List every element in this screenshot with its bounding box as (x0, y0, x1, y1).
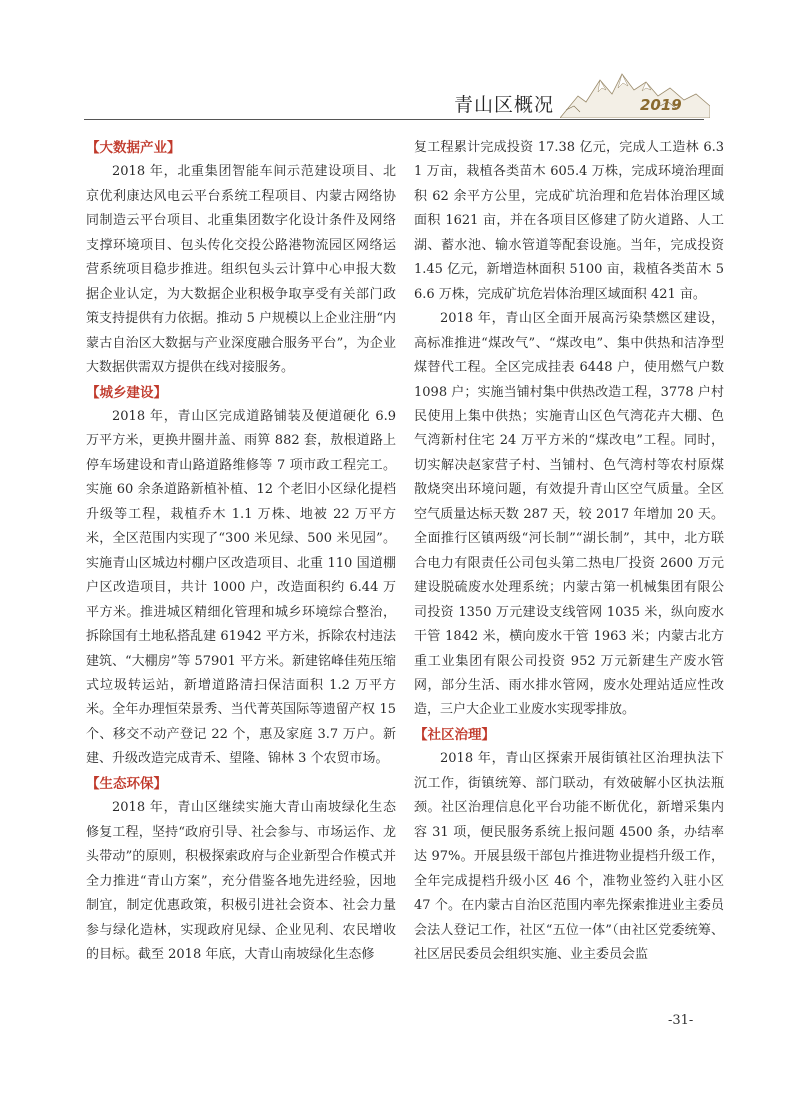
right-column (414, 136, 724, 967)
left-column (86, 136, 396, 967)
paragraph-ecology: 2018 年，青山区继续实施大青山南坡绿化生态修复工程，坚持“政府引导、社会参与、市场运作、龙头带动”的原则，积极探索政府与企业新型合作模式并全力推进“青山方案”，充分借鉴各地先进经验，因地制宜，制定优惠政策，积极引进社会资本、社会力量参与绿化造林，实现政府见绿、企业见利、农民增收的目标。截至 2018 年底，大青山南坡绿化生态修 (86, 800, 396, 962)
page-number: -31- (668, 1013, 694, 1028)
section-title-ecology: 【生态环保】 (86, 775, 167, 792)
paragraph-ecology-continued: 复工程累计完成投资 17.38 亿元，完成人工造林 6.31 万亩，栽植各类苗木 605.4 万株，完成环境治理面积 62 余平方公里，完成矿坑治理和危岩体治理区域面积 1621 亩，并在各项目区修建了防火道路、人工湖、蓄水池、输水管道等配套设施。当年，完成投资 1.45 亿元，新增造林面积 5100 亩，栽植各类苗木 56.6 万株，完成矿坑危岩体治理区域面积 421 亩。 (414, 140, 724, 302)
section-title-urban-rural: 【城乡建设】 (86, 384, 167, 401)
header-rule (84, 119, 704, 120)
year-badge: 2019 (640, 96, 682, 114)
paragraph-urban-rural: 2018 年，青山区完成道路铺装及便道硬化 6.9 万平方米，更换井圈井盖、雨箅 882 套，敖根道路上停车场建设和青山路道路维修等 7 项市政工程完工。实施 60 余条道路新植补植、12 个老旧小区绿化提档升级等工程，栽植乔木 1.1 万株、地被 22 万平方米，全区范围内实现了“300 米见绿、500 米见园”。实施青山区城边村棚户区改造项目、北重 110 国道棚户区改造项目，共计 1000 户，改造面积约 6.44 万平方米。推进城区精细化管理和城乡环境综合整治，拆除国有土地私搭乱建 61942 平方米，拆除农村违法建筑、“大棚房”等 57901 平方米。新建铭峰佳苑压缩式垃圾转运站，新增道路清扫保洁面积 1.2 万平方米。全年办理恒荣景秀、当代菁英国际等遗留产权 15 个、移交不动产登记 22 个，惠及家庭 3.7 万户。新建、升级改造完成青禾、望隆、锦林 3 个农贸市场。 (86, 408, 396, 767)
section-title-big-data: 【大数据产业】 (86, 140, 181, 156)
running-title: 青山区概况 (453, 94, 554, 116)
mountain-logo (560, 66, 710, 118)
paragraph-ecology-pollution: 2018 年，青山区全面开展高污染禁燃区建设，高标准推进“煤改气”、“煤改电”、集中供热和洁净型煤替代工程。全区完成挂表 6448 户，使用燃气户数 1098 户；实施当铺村集中供热改造工程，3778 户村民使用上集中供热；实施青山区色气湾花卉大棚、色气湾新村住宅 24 万平方米的“煤改电”工程。同时，切实解决赵家营子村、当铺村、色气湾村等农村原煤散烧突出环境问题，有效提升青山区空气质量。全区空气质量达标天数 287 天，较 2017 年增加 20 天。全面推行区镇两级“河长制”“湖长制”，其中，北方联合电力有限责任公司包头第二热电厂投资 2600 万元建设脱硫废水处理系统；内蒙古第一机械集团有限公司投资 1350 万元建设支线管网 1035 米，纵向废水干管 1842 米，横向废水干管 1963 米；内蒙古北方重工业集团有限公司投资 952 万元新建生产废水管网，部分生活、雨水排水管网，废水处理站适应性改造，三户大企业工业废水实现零排放。 (414, 311, 724, 718)
section-title-community: 【社区治理】 (414, 726, 495, 743)
paragraph-community: 2018 年，青山区探索开展街镇社区治理执法下沉工作，街镇统筹、部门联动，有效破解小区执法瓶颈。社区治理信息化平台功能不断优化，新增采集内容 31 项，便民服务系统上报问题 4500 条，办结率达 97%。开展县级干部包片推进物业提档升级工作，全年完成提档升级小区 46 个，准物业签约入驻小区 47 个。在内蒙古自治区范围内率先探索推进业主委员会法人登记工作，社区“五位一体”（由社区党委统筹、社区居民委员会组织实施、业主委员会监 (414, 751, 724, 962)
page-header (0, 60, 804, 120)
paragraph-big-data: 2018 年，北重集团智能车间示范建设项目、北京优利康达风电云平台系统工程项目、内蒙古网络协同制造云平台项目、北重集团数字化设计条件及网络支撑环境项目、包头传化交投公路港物流园区网络运营系统项目稳步推进。组织包头云计算中心申报大数据企业认定，为大数据企业积极争取享受有关部门政策支持提供有力依据。推动 5 户规模以上企业注册“内蒙古自治区大数据与产业深度融合服务平台”，为企业大数据供需双方提供在线对接服务。 (86, 164, 396, 376)
